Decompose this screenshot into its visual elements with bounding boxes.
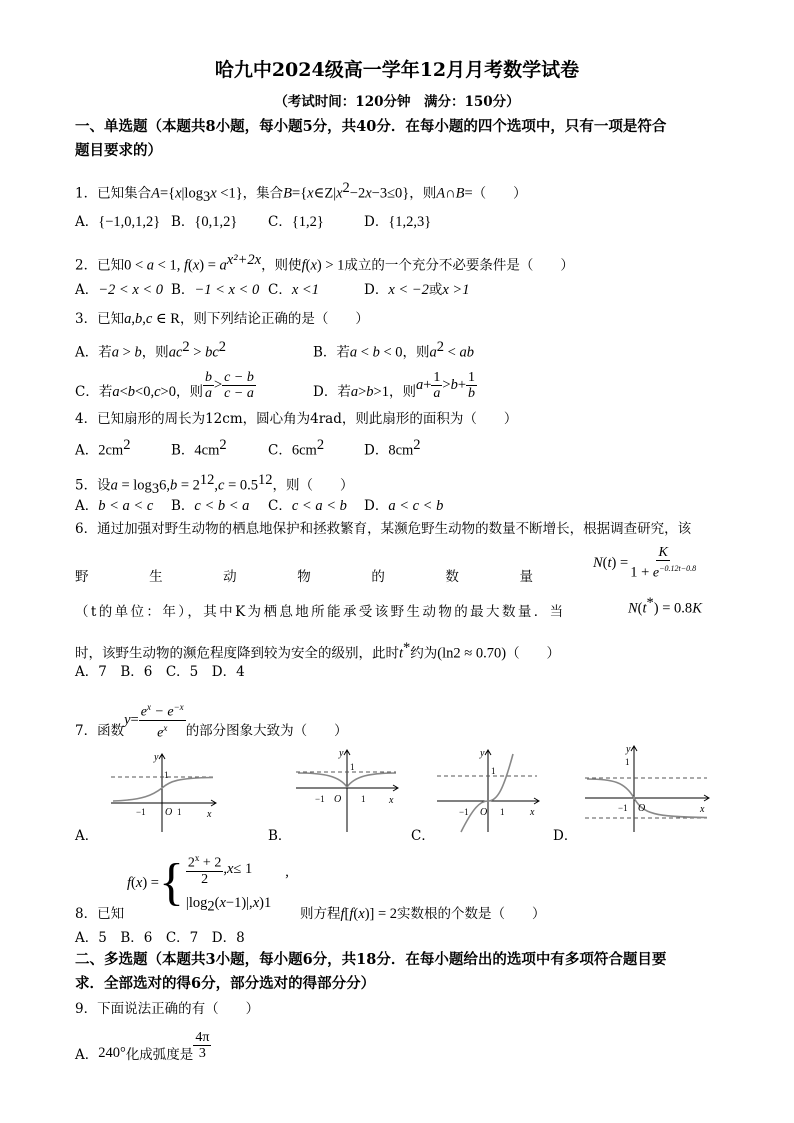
q5-option-D: D．a < c < b — [364, 498, 444, 514]
svg-text:1: 1 — [491, 766, 496, 776]
q5-option-B: B．c < b < a — [171, 498, 250, 514]
svg-text:1: 1 — [350, 762, 355, 772]
q8-equation: 则方程f[f(x)] = 2实数根的个数是（ ） — [300, 906, 546, 922]
q6-options: A．7 B．6 C．5 D．4 — [75, 664, 245, 680]
q1-tail: ，则 — [409, 185, 437, 202]
svg-text:y: y — [154, 752, 159, 763]
graph-option-B — [294, 746, 402, 834]
q7-label-A: A． — [75, 828, 99, 844]
section-2-heading: 二、多选题（本题共3小题，每小题6分，共18分．在每小题给出的选项中有多项符合题目要 — [75, 951, 667, 968]
section-1-heading-cont: 题目要求的） — [75, 142, 162, 159]
q3-option-B: B．若a < b < 0，则$a^2$ < ab — [313, 339, 474, 361]
q7-label-C: C． — [411, 828, 435, 844]
question-6: 6．通过加强对野生动物的栖息地保护和拯救繁育，某濒危野生动物的数量不断增长，根据调查研究，该 — [75, 521, 692, 537]
q1-prefix: 1．已知集合 — [75, 185, 152, 202]
q2-option-B: B．−1 < x < 0 — [171, 282, 260, 298]
svg-text:x: x — [389, 795, 394, 806]
q7-label-B: B． — [268, 828, 292, 844]
q3-option-C: C．若 a < b <0, c >0 ，则 $\frac{b}{a}$ > $\frac{c - b}{c - a}$ — [75, 369, 254, 401]
svg-text:1: 1 — [164, 770, 169, 780]
svg-text:1: 1 — [500, 807, 505, 817]
q6-formula: N ( t ) = $\frac{K}{1 + e^{-0.12t-0.8}}$ — [593, 545, 697, 581]
q1-option-B: B．{0,1,2} — [171, 214, 238, 230]
q3-option-D: D．若 a > b >1 ，则 a + $\frac{1}{a}$ > b + $\frac{1}{b}$ — [313, 369, 476, 401]
q2-option-C: C．x <1 — [268, 282, 319, 298]
q7-label-D: D． — [553, 828, 578, 844]
question-9: 9．下面说法正确的有（ ） — [75, 1001, 260, 1017]
q1-option-C: C．{1,2} — [268, 214, 324, 230]
curve — [113, 778, 213, 802]
question-4: 4．已知扇形的周长为12cm，圆心角为4rad，则此扇形的面积为（ ） — [75, 411, 518, 427]
svg-text:−1: −1 — [459, 807, 469, 817]
svg-text:1: 1 — [625, 757, 630, 767]
svg-text:y: y — [626, 744, 631, 755]
q4-option-B: B．$4cm^2$ — [171, 437, 227, 459]
svg-text:O: O — [334, 794, 342, 805]
q6-condition: N(t*) = 0.8K — [628, 595, 702, 617]
question-7: 7．函数 y = $\frac{e^x - e^{-x}}{e^x}$ 的部分图象大致为（ ） — [75, 701, 348, 741]
section-2-heading-cont: 求．全部选对的得6分，部分选对的得部分分） — [75, 975, 376, 992]
page-title: 哈九中2024级高一学年12月月考数学试卷 — [214, 59, 580, 81]
graph-option-D — [583, 742, 713, 834]
svg-text:y: y — [339, 748, 344, 759]
svg-text:x: x — [530, 807, 535, 818]
q6-line-4: 时，该野生动物的濒危程度降到较为安全的级别，此时t*约为(ln2 ≈ 0.70)（ ） — [75, 640, 561, 662]
question-2: 2．已知0 < a < 1, $f(x) = a^{x^2+2x}$，则使f(x) > 1成立的一个充分不必要条件是（ ） — [75, 252, 574, 274]
svg-text:O: O — [165, 807, 173, 818]
q4-option-D: D．$8cm^2$ — [364, 437, 421, 459]
svg-text:1: 1 — [361, 794, 366, 804]
q3-option-A: A．若a > b，则$ac^2 > bc^2$ — [75, 339, 226, 361]
exam-info: （考试时间：120分钟 满分：150分） — [274, 94, 520, 110]
q9-option-A: A． 240° 化成弧度是 $\frac{4\pi}{3}$ — [75, 1029, 210, 1063]
q4-option-C: C．$6cm^2$ — [268, 437, 325, 459]
svg-text:1: 1 — [177, 807, 182, 817]
graph-option-C — [435, 746, 543, 834]
q5-option-C: C．c < a < b — [268, 498, 347, 514]
svg-text:O: O — [638, 803, 646, 814]
q1-option-A: A．{−1,0,1,2} — [75, 214, 161, 230]
q2-option-A: A．−2 < x < 0 — [75, 282, 164, 298]
section-1-heading: 一、单选题（本题共8小题，每小题5分，共40分．在每小题的四个选项中，只有一项是符合 — [75, 118, 667, 135]
q4-option-A: A．$2cm^2$ — [75, 437, 131, 459]
svg-text:O: O — [480, 807, 488, 818]
svg-text:−1: −1 — [136, 807, 146, 817]
svg-text:x: x — [700, 804, 705, 815]
set-A: A — [151, 185, 160, 202]
q6-line-3: （t的单位：年），其中K为栖息地所能承受该野生动物的最大数量．当 — [75, 604, 566, 620]
svg-text:−1: −1 — [618, 803, 628, 813]
svg-text:x: x — [207, 809, 212, 820]
q2-option-D: D．x < −2或x >1 — [364, 282, 470, 298]
graph-option-A — [108, 748, 220, 834]
question-3: 3．已知a,b,c ∈ R，则下列结论正确的是（ ） — [75, 311, 369, 327]
q6-spread-line: 野 生 动 物 的 数 量 — [75, 569, 533, 585]
q8-piecewise: f ( x ) = { $\frac{2^x + 2}{2}$ , x ≤ 1 $|\log_2(x-1)|,x)1$ , — [127, 853, 289, 915]
svg-text:−1: −1 — [315, 794, 325, 804]
q5-option-A: A．b < a < c — [75, 498, 154, 514]
q8-options: A．5 B．6 C．7 D．8 — [75, 930, 245, 946]
q1-option-D: D．{1,2,3} — [364, 214, 432, 230]
question-8: 8．已知 — [75, 906, 125, 922]
q1-mid: ，集合 — [242, 185, 284, 202]
question-5: 5．设$a = \log_36,b = 2^{12},c = 0.5^{12}$，则（ ） — [75, 472, 354, 498]
svg-text:y: y — [480, 748, 485, 759]
question-1: 1．已知集合$A=\{x|\log_3x <1\}$，集合$B=\{x\in Z|x^2-2x-3\le 0\}$，则A∩B=（ ） — [75, 180, 527, 206]
